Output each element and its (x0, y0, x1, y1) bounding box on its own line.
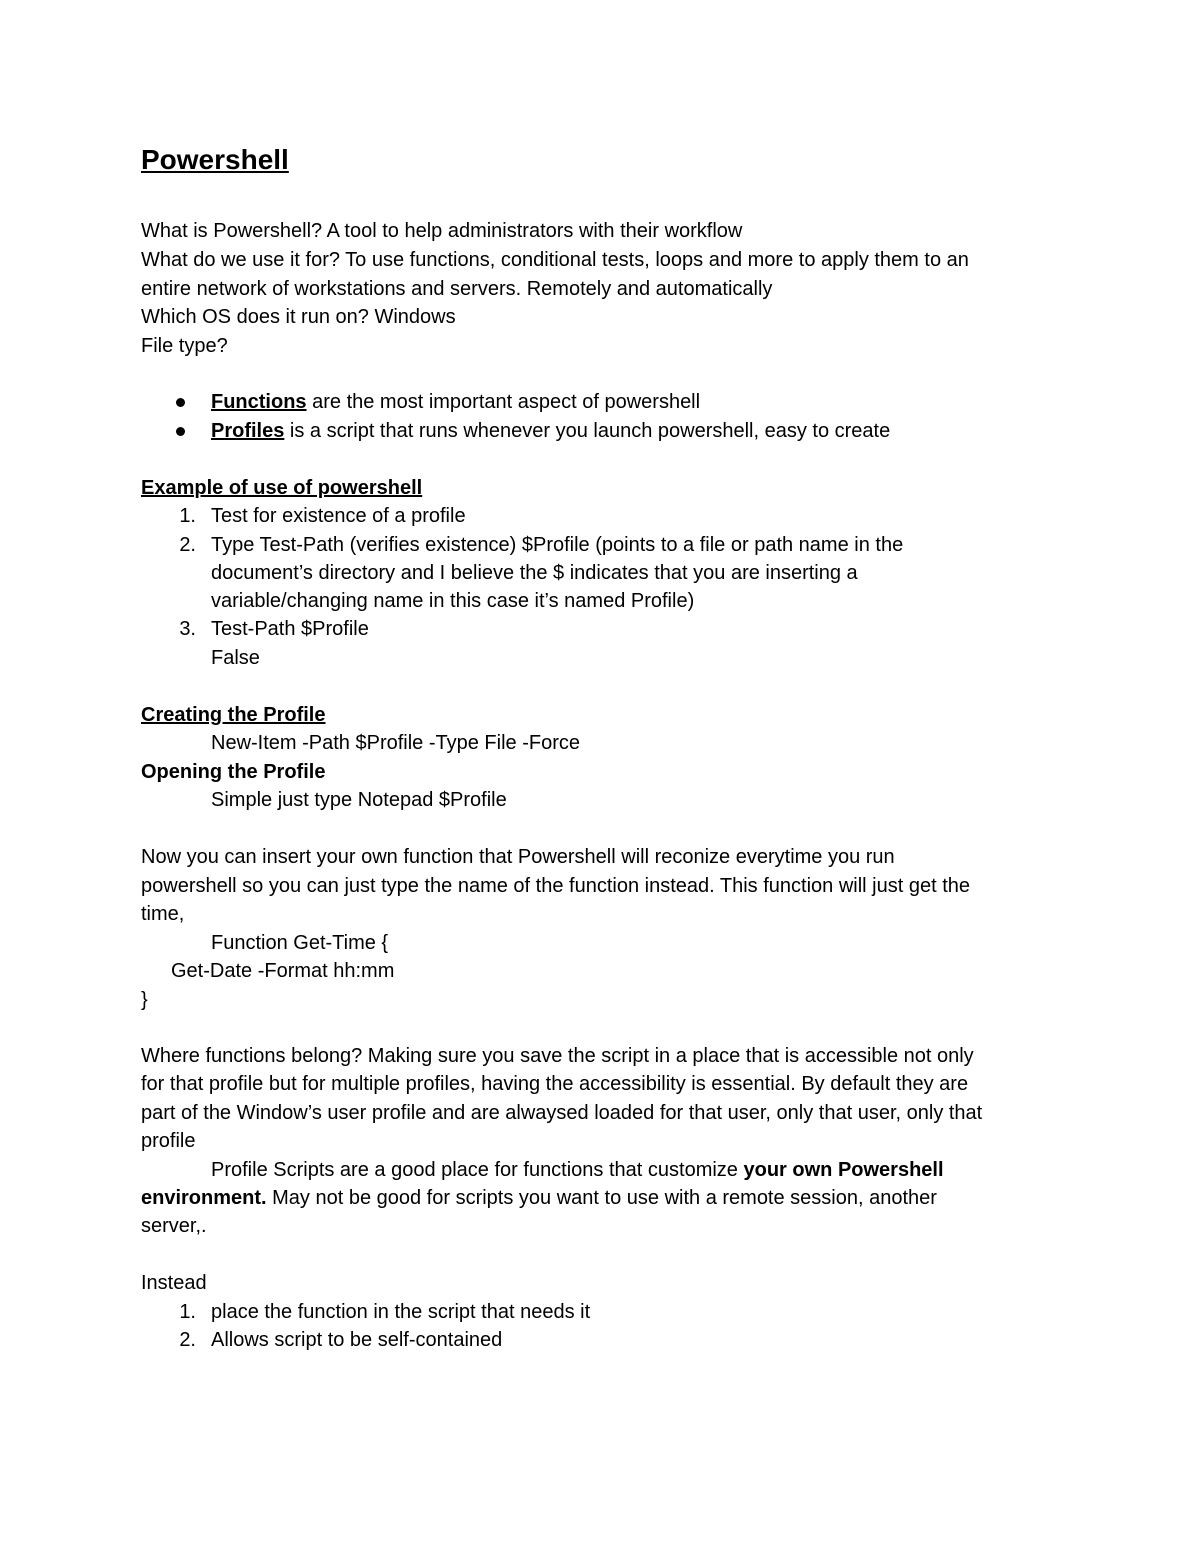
list-number: 3. (179, 618, 196, 640)
opening-heading: Opening the Profile (141, 761, 326, 783)
example-item-2-line-1: Type Test-Path (verifies existence) $Profile (points to a file or path name in the (211, 534, 904, 556)
instead-label: Instead (141, 1272, 207, 1294)
custom-function-line-1: Now you can insert your own function that Powershell will reconize everytime you run (141, 846, 895, 868)
example-item-1: Test for existence of a profile (211, 505, 466, 527)
list-number: 1. (179, 505, 196, 527)
custom-function-line-3: time, (141, 903, 185, 925)
where-line-4: profile (141, 1130, 196, 1152)
creating-heading: Creating the Profile (141, 704, 326, 726)
example-item-2-line-2: document’s directory and I believe the $ indicates that you are inserting a (211, 562, 858, 584)
bullet-profiles (211, 417, 890, 445)
page-title: Powershell (141, 144, 289, 175)
bullet-functions-term: Functions (211, 391, 307, 413)
example-item-2-line-3: variable/changing name in this case it’s named Profile) (211, 590, 695, 612)
intro-use-line-1: What do we use it for? To use functions, conditional tests, loops and more to apply them to an (141, 249, 969, 271)
bullet-profiles-term: Profiles (211, 420, 285, 442)
intro-what-is: What is Powershell? A tool to help administrators with their workflow (141, 220, 743, 242)
list-number: 2. (179, 534, 196, 556)
intro-file-type: File type? (141, 335, 228, 357)
intro-use-line-2: entire network of workstations and servers. Remotely and automatically (141, 278, 773, 300)
where-p2-rest: May not be good for scripts you want to use with a remote session, another (266, 1187, 937, 1209)
intro-os: Which OS does it run on? Windows (141, 306, 456, 328)
where-p2-bold-1: your own Powershell (743, 1159, 944, 1181)
opening-command: Simple just type Notepad $Profile (211, 789, 507, 811)
where-p2-line-2 (141, 1184, 937, 1212)
bullet-functions (211, 388, 700, 416)
code-line-1: Function Get-Time { (211, 932, 389, 954)
list-number: 2. (179, 1329, 196, 1351)
bullet-dot (176, 398, 185, 407)
where-line-1: Where functions belong? Making sure you save the script in a place that is accessible not only (141, 1045, 974, 1067)
example-heading: Example of use of powershell (141, 477, 423, 499)
custom-function-line-2: powershell so you can just type the name of the function instead. This function will just get the (141, 875, 970, 897)
bullet-functions-text: are the most important aspect of powershell (306, 391, 701, 413)
bullet-profiles-text: is a script that runs whenever you launch powershell, easy to create (284, 420, 891, 442)
code-line-3: } (141, 989, 148, 1011)
where-p2-start: Profile Scripts are a good place for functions that customize (211, 1159, 744, 1181)
where-p2-line-3: server,. (141, 1215, 207, 1237)
where-p2-bold-2: environment. (141, 1187, 267, 1209)
instead-item-1: place the function in the script that needs it (211, 1301, 591, 1323)
where-line-3: part of the Window’s user profile and are alwaysed loaded for that user, only that user, only that (141, 1102, 983, 1124)
list-number: 1. (179, 1301, 196, 1323)
where-line-2: for that profile but for multiple profiles, having the accessibility is essential. By default they are (141, 1073, 969, 1095)
instead-item-2: Allows script to be self-contained (211, 1329, 503, 1351)
example-item-3-line-2: False (211, 647, 260, 669)
creating-command: New-Item -Path $Profile -Type File -Force (211, 732, 580, 754)
where-p2-line-1 (211, 1156, 944, 1184)
bullet-dot (176, 427, 185, 436)
example-item-3-line-1: Test-Path $Profile (211, 618, 369, 640)
code-line-2: Get-Date -Format hh:mm (171, 960, 395, 982)
